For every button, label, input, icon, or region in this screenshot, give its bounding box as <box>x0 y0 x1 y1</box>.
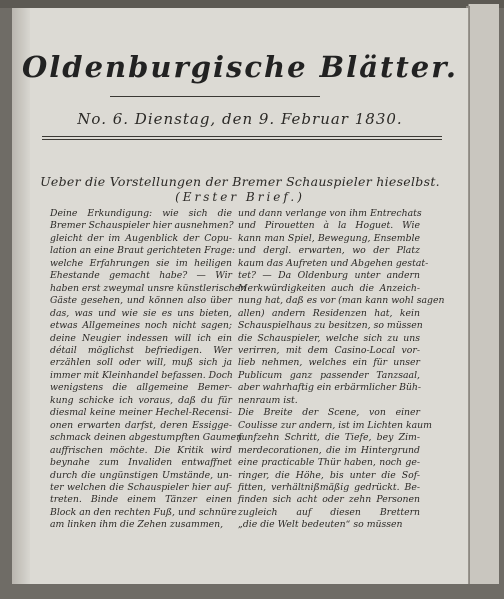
text-line: am linken ihm die Zehen zusammen, <box>50 519 224 531</box>
left-column <box>50 208 247 532</box>
text-line: nenraum ist. <box>238 394 298 406</box>
text-line: lation an eine Braut gerichteten Frage: <box>50 245 236 257</box>
text-line: auffrischen möchte. Die Kritik wird <box>50 444 232 456</box>
text-line: ter welchen die Schauspieler hier auf- <box>50 481 232 493</box>
text-line: deine Neugier indessen will ich ein <box>50 332 232 344</box>
text-line: schmack deinen abgestumpften Gaumen <box>50 432 243 444</box>
text-line: finden sich acht oder zehn Personen <box>238 494 420 506</box>
text-line: allen) andern Residenzen hat, kein <box>238 307 420 319</box>
text-line: merdecorationen, die im Hintergrund <box>238 444 420 456</box>
text-line: haben erst zweymal unsre künstlerischen <box>50 282 247 294</box>
text-line: die Schauspieler, welche sich zu uns <box>238 332 420 344</box>
text-line: etwas Allgemeines noch nicht sagen; <box>50 320 232 332</box>
text-line: immer mit Kleinhandel befassen. Doch <box>50 369 233 381</box>
text-line: wenigstens die allgemeine Bemer- <box>50 382 232 394</box>
text-line: kaum das Aufreten und Abgehen gestat- <box>238 257 429 269</box>
issue-line: No. 6. Dienstag, den 9. Februar 1830. <box>77 110 403 128</box>
issue-rule-bottom <box>42 139 442 140</box>
text-line: ringer, die Höhe, bis unter die Sof- <box>238 469 420 481</box>
text-line: „die die Welt bedeuten“ so müssen <box>238 519 403 531</box>
text-line: kung schicke ich voraus, daß du für <box>50 394 232 406</box>
text-line: Schauspielhaus zu besitzen, so müssen <box>238 320 423 332</box>
text-line: diesmal keine meiner Hechel-Recensi- <box>50 407 232 419</box>
issue-rule-top <box>42 136 442 137</box>
text-line: Ehestande gemacht habe? — Wir <box>50 270 232 282</box>
right-column <box>238 208 445 532</box>
scan-background <box>0 0 504 8</box>
text-line: gleicht der im Augenblick der Copu- <box>50 232 232 244</box>
masthead-rule <box>110 96 320 97</box>
text-line: zugleich auf diesen Brettern <box>238 506 420 518</box>
text-line: und dann verlange von ihm Entrechats <box>238 208 422 219</box>
text-line: welche Erfahrungen sie im heiligen <box>50 257 232 269</box>
text-line: Bremer Schauspieler hier ausnehmen? <box>50 220 234 232</box>
text-line: Gäste gesehen, und können also über <box>50 295 232 307</box>
article-subtitle: (Erster Brief.) <box>175 190 305 204</box>
article-title: Ueber die Vorstellungen der Bremer Schauspieler hieselbst. <box>40 174 440 189</box>
text-line: das, was und wie sie es uns bieten, <box>50 307 232 319</box>
masthead-title: Oldenburgische Blätter. <box>22 50 458 84</box>
text-line: détail möglichst befriedigen. Wer <box>50 344 232 356</box>
newspaper-page <box>12 8 468 584</box>
text-line: onen erwarten darfst, deren Essigge- <box>50 419 232 431</box>
text-line: erzählen soll oder will, muß sich ja <box>50 357 232 369</box>
next-page-edge <box>468 4 499 584</box>
text-line: Die Breite der Scene, von einer <box>238 407 420 419</box>
text-line: Block an den rechten Fuß, und schnüre <box>50 506 237 518</box>
text-line: Merkwürdigkeiten auch die Anzeich- <box>238 282 420 294</box>
text-line: und Pirouetten à la Hoguet. Wie <box>238 220 420 232</box>
text-line: nung hat, daß es vor (man kann wohl sagen <box>238 295 445 307</box>
text-line: funfzehn Schritt, die Tiefe, bey Zim- <box>238 432 420 444</box>
text-line: Deine Erkundigung: wie sich die <box>50 208 232 219</box>
text-line: kann man Spiel, Bewegung, Ensemble <box>238 232 420 244</box>
text-line: beynahe zum Invaliden entwaffnet <box>50 457 232 469</box>
text-line: eine practicable Thür haben, noch ge- <box>238 457 420 469</box>
text-line: fitten, verhältnißmäßig gedrückt. Be- <box>238 481 420 493</box>
text-line: und dergl. erwarten, wo der Platz <box>238 245 420 257</box>
text-line: tet? — Da Oldenburg unter andern <box>238 270 420 282</box>
binding-gutter <box>12 8 30 584</box>
text-line: lieb nehmen, welches ein für unser <box>238 357 420 369</box>
text-line: verirren, mit dem Casino-Local vor- <box>238 344 420 356</box>
text-line: durch die ungünstigen Umstände, un- <box>50 469 232 481</box>
text-line: aber wahrhaftig ein erbärmlicher Büh- <box>238 382 422 394</box>
text-line: Publicum ganz passender Tanzsaal, <box>238 369 420 381</box>
text-line: Coulisse zur andern, ist im Lichten kaum <box>238 419 432 431</box>
text-line: treten. Binde einem Tänzer einen <box>50 494 232 506</box>
